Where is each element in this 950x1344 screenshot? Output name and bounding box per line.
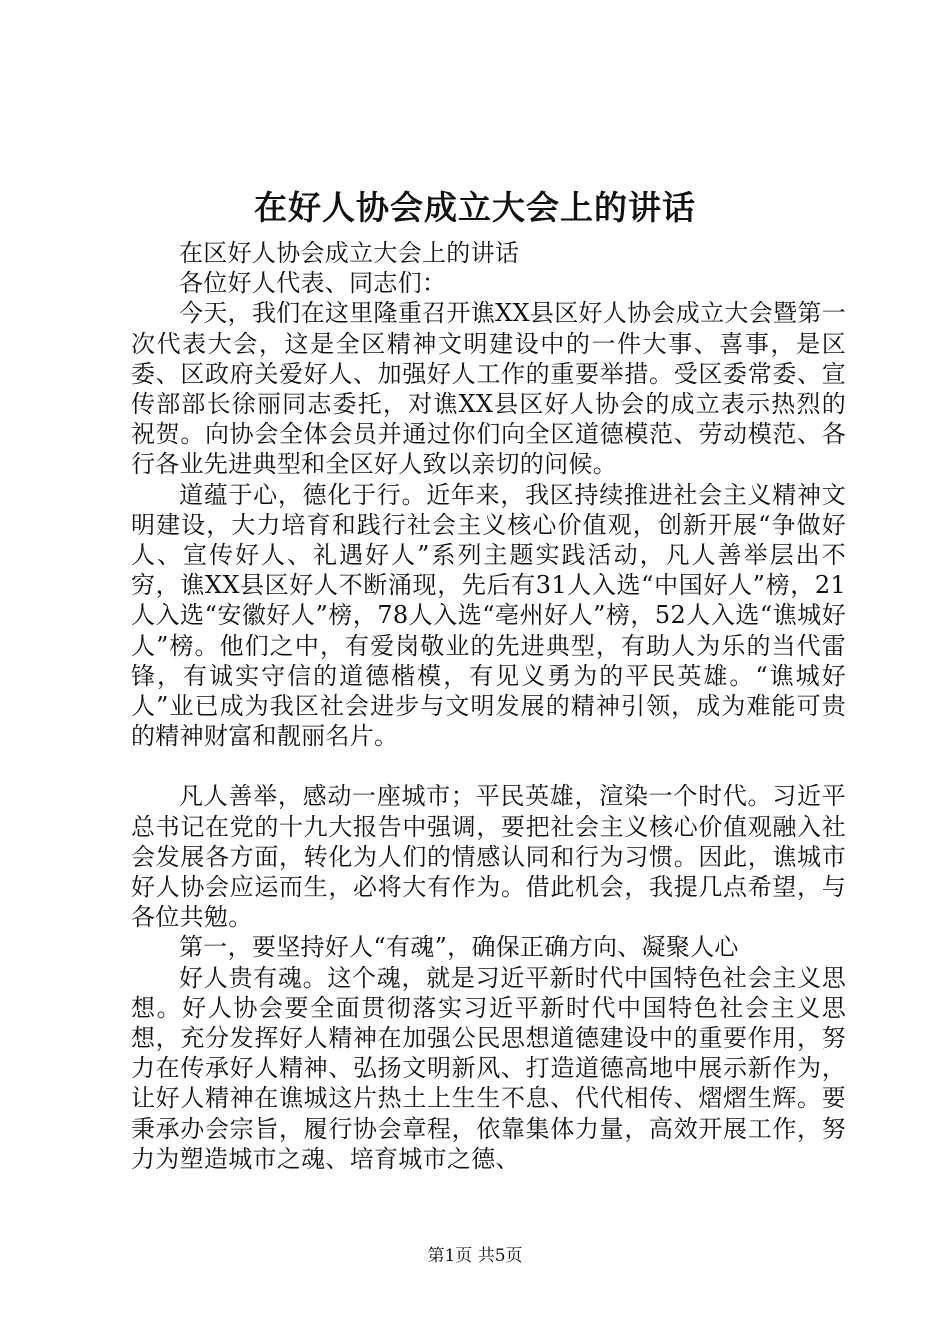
document-title: 在好人协会成立大会上的讲话	[254, 188, 696, 227]
paragraph-achievements: 道蕴于心，德化于行。近年来，我区持续推进社会主义精神文明建设，大力培育和践行社会主义核心价值观，创新开展“争做好人、宣传好人、礼遇好人”系列主题实践活动，凡人善举层出不穷，谯XX县区好人不断涌现，先后有31人入选“中国好人”榜，21人入选“安徽好人”榜，78人入选“亳州好人”榜，52人入选“谯城好人”榜。他们之中，有爱岗敬业的先进典型，有助人为乐的当代雷锋，有诚实守信的道德楷模，有见义勇为的平民英雄。“谯城好人”业已成为我区社会进步与文明发展的精神引领，成为难能可贵的精神财富和靓丽名片。	[131, 480, 846, 751]
paragraph-opening: 今天，我们在这里隆重召开谯XX县区好人协会成立大会暨第一次代表大会，这是全区精神文明建设中的一件大事、喜事，是区委、区政府关爱好人、加强好人工作的重要举措。受区委常委、宣传部部长徐丽同志委托，对谯XX县区好人协会的成立表示热烈的祝贺。向协会全体会员并通过你们向全区道德模范、劳动模范、各行各业先进典型和全区好人致以亲切的问候。	[131, 299, 846, 479]
paragraph-first-point: 好人贵有魂。这个魂，就是习近平新时代中国特色社会主义思想。好人协会要全面贯彻落实习近平新时代中国特色社会主义思想，充分发挥好人精神在加强公民思想道德建设中的重要作用，努力在传承好人精神、弘扬文明新风、打造道德高地中展示新作为，让好人精神在谯城这片热土上生生不息、代代相传、熠熠生辉。要秉承办会宗旨，履行协会章程，依靠集体力量，高效开展工作，努力为塑造城市之魂、培育城市之德、	[131, 963, 846, 1173]
section-heading-first: 第一，要坚持好人“有魂”，确保正确方向、凝聚人心	[179, 933, 739, 962]
page-number: 第1页 共5页	[427, 1246, 523, 1266]
paragraph-salutation: 各位好人代表、同志们：	[179, 269, 447, 298]
document-body	[131, 238, 846, 1174]
paragraph-subtitle: 在区好人协会成立大会上的讲话	[179, 239, 520, 267]
paragraph-transition: 凡人善举，感动一座城市；平民英雄，渲染一个时代。习近平总书记在党的十九大报告中强调，要把社会主义核心价值观融入社会发展各方面，转化为人们的情感认同和行为习惯。因此，谯城市好人协会应运而生，必将大有作为。借此机会，我提几点希望，与各位共勉。	[131, 782, 846, 932]
